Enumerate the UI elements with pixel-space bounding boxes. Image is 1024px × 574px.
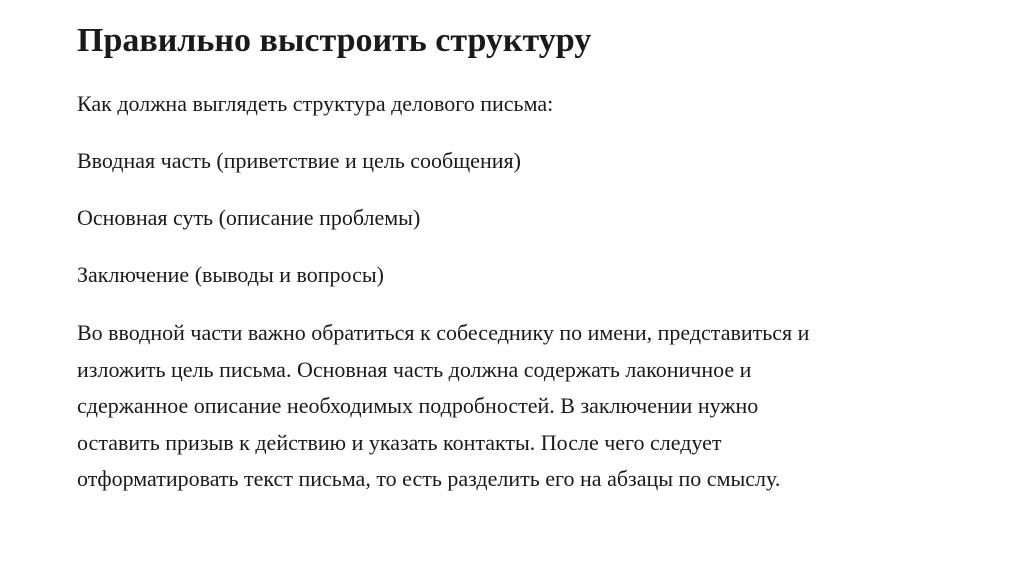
paragraph-line: отформатировать текст письма, то есть разделить его на абзацы по смыслу. [77, 466, 781, 491]
paragraph-line: сдержанное описание необходимых подробностей. В заключении нужно [77, 393, 759, 418]
paragraph-line: изложить цель письма. Основная часть должна содержать лаконичное и [77, 356, 752, 382]
paragraph-line: оставить призыв к действию и указать контакты. После чего следует [77, 429, 722, 455]
structure-item-intro: Вводная часть (приветствие и цель сообщения) [77, 148, 521, 173]
explanation-paragraph [77, 315, 957, 498]
structure-item-body: Основная суть (описание проблемы) [77, 205, 421, 230]
structure-item-conclusion: Заключение (выводы и вопросы) [77, 262, 384, 287]
paragraph-line: Во вводной части важно обратиться к собеседнику по имени, представиться и [77, 320, 810, 345]
intro-text: Как должна выглядеть структура делового письма: [77, 91, 554, 116]
slide-title: Правильно выстроить структуру [77, 22, 592, 59]
